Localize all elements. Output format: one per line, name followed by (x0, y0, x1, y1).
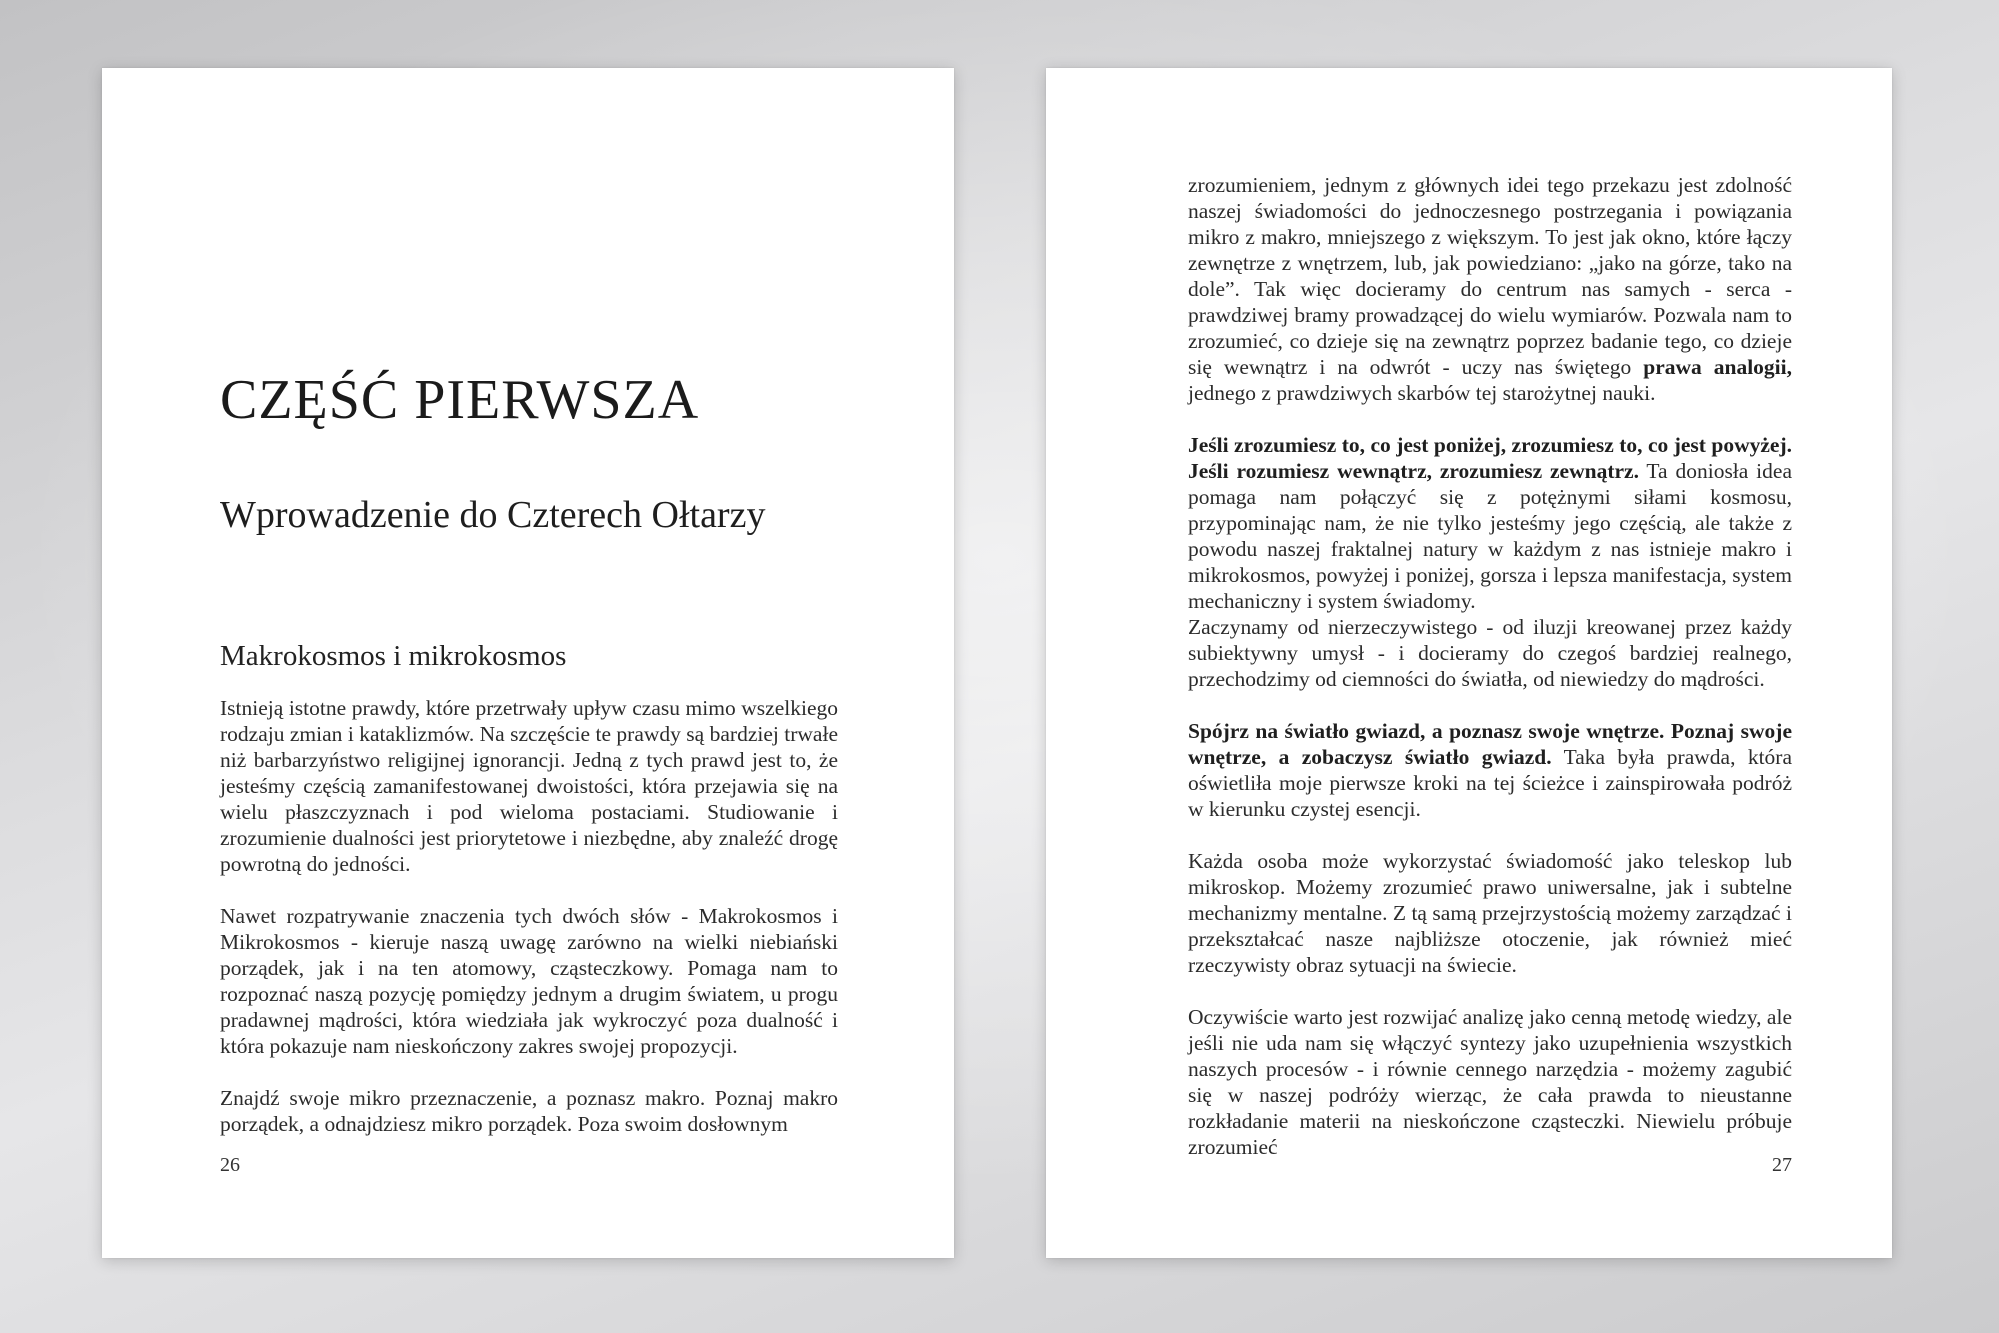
emphasis-text: Jeśli zrozumiesz to, co jest poniżej, zrozumiesz to, co jest powyżej. Jeśli rozumiesz wewnątrz, zrozumiesz zewnątrz. (1188, 433, 1792, 483)
paragraph (1188, 432, 1792, 692)
part-title: CZĘŚĆ PIERWSZA (220, 369, 700, 431)
paragraph-text: zrozumieniem, jednym z głównych idei tego przekazu jest zdolność naszej świadomości do jednoczesnego postrzegania i powiązania mikro z makro, mniejszego z większym. To jest jak okno, które łączy zewnętrze z wnętrzem, lub, jak powiedziano: „jako na górze, tako na dole”. Tak więc docieramy do centrum nas samych - serca - prawdziwej bramy prowadzącej do wielu wymiarów. Pozwala nam to zrozumieć, co dzieje się na zewnątrz poprzez badanie tego, co dzieje się wewnątrz i na odwrót - uczy nas świętego (1188, 173, 1792, 379)
emphasis-text: Spójrz na światło gwiazd, a poznasz swoje wnętrze. Poznaj swoje wnętrze, a zobaczysz światło gwiazd. (1188, 719, 1792, 769)
paragraph: Oczywiście warto jest rozwijać analizę jako cenną metodę wiedzy, ale jeśli nie uda nam się włączyć syntezy jako uzupełnienia wszystkich naszych procesów - i równie cennego narzędzia - możemy zagubić się w naszej podróży wierząc, że cała prawda to nieustanne rozkładanie materii na nieskończone cząsteczki. Niewielu próbuje zrozumieć (1188, 1005, 1792, 1159)
part-subtitle: Wprowadzenie do Czterech Ołtarzy (220, 494, 766, 536)
paragraph-text: Zaczynamy od nierzeczywistego - od iluzji kreowanej przez każdy subiektywny umysł - i docieramy do czegoś bardziej realnego, przechodzimy od ciemności do światła, od niewiedzy do mądrości. (1188, 615, 1792, 691)
paragraph (1188, 172, 1792, 406)
paragraph: Znajdź swoje mikro przeznaczenie, a poznasz makro. Poznaj makro porządek, a odnajdziesz mikro porządek. Poza swoim dosłownym (220, 1086, 838, 1136)
paragraph: Istnieją istotne prawdy, które przetrwały upływ czasu mimo wszelkiego rodzaju zmian i kataklizmów. Na szczęście te prawdy są bardziej trwałe niż barbarzyństwo religijnej ignorancji. Jedną z tych prawd jest to, że jesteśmy częścią zamanifestowanej dwoistości, która przejawia się na wielu płaszczyznach i pod wieloma postaciami. Studiowanie i zrozumienie dualności jest priorytetowe i niezbędne, aby znaleźć drogę powrotną do jedności. (220, 696, 838, 876)
left-page (102, 68, 954, 1258)
paragraph-text: jednego z prawdziwych skarbów tej starożytnej nauki. (1188, 381, 1656, 405)
left-page-body (220, 695, 838, 1137)
paragraph-text: Taka była prawda, która oświetliła moje pierwsze kroki na tej ścieżce i zainspirowała podróż w kierunku czystej esencji. (1188, 745, 1793, 821)
paragraph (1188, 718, 1792, 822)
right-page (1046, 68, 1892, 1258)
paragraph-text: Ta doniosła idea pomaga nam połączyć się z potężnymi siłami kosmosu, przypominając nam, że nie tylko jesteśmy jego częścią, ale także z powodu naszej fraktalnej natury w każdym z nas istnieje makro i mikrokosmos, powyżej i poniżej, gorsza i lepsza manifestacja, system mechaniczny i system świadomy. (1188, 459, 1792, 613)
emphasis-text: prawa analogii, (1643, 355, 1792, 379)
page-number: 27 (1772, 1154, 1792, 1176)
page-number: 26 (220, 1154, 240, 1176)
section-heading: Makrokosmos i mikrokosmos (220, 640, 567, 672)
paragraph: Nawet rozpatrywanie znaczenia tych dwóch słów - Makrokosmos i Mikrokosmos - kieruje naszą uwagę zarówno na wielki niebiański porządek, jak i na ten atomowy, cząsteczkowy. Pomaga nam to rozpoznać naszą pozycję pomiędzy jednym a drugim światem, u progu pradawnej mądrości, która wiedziała jak wykroczyć poza dualność i która pokazuje nam nieskończony zakres swojej propozycji. (220, 904, 838, 1058)
paragraph: Każda osoba może wykorzystać świadomość jako teleskop lub mikroskop. Możemy zrozumieć prawo uniwersalne, jak i subtelne mechanizmy mentalne. Z tą samą przejrzystością możemy zarządzać i przekształcać nasze najbliższe otoczenie, jak również mieć rzeczywisty obraz sytuacji na świecie. (1188, 849, 1792, 977)
